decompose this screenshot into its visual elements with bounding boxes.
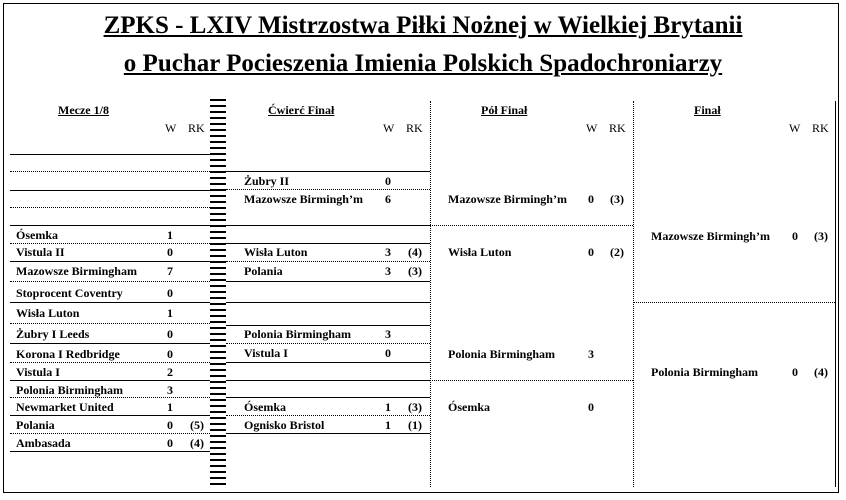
column-divider [430,101,431,487]
sf-team: Mazowsze Birmingh’m [448,192,567,206]
qf-score: 3 [385,327,391,341]
bracket-line [226,261,430,262]
r16-rk: (5) [190,418,204,432]
r16-rk-header: RK [188,121,205,135]
bracket-line [10,343,210,344]
sf-score: 0 [588,192,594,206]
sf-score: 0 [588,245,594,259]
final-team: Mazowsze Birmingh’m [651,229,770,243]
column-divider [633,101,634,487]
r16-team: Polania [16,418,55,432]
final-rk: (3) [814,229,828,243]
r16-team: Stoprocent Coventry [16,286,123,300]
bracket-line [226,171,430,172]
hatched-divider [210,99,226,488]
qf-w-header: W [383,121,395,135]
bracket-line [10,171,210,172]
r16-team: Wisła Luton [16,306,80,320]
r16-team: Korona I Redbridge [16,347,120,361]
r16-team: Polonia Birmingham [16,383,124,397]
qf-score: 3 [385,245,391,259]
qf-rk: (1) [408,418,422,432]
qf-team: Polania [244,264,283,278]
bracket-line [226,397,430,398]
page-title: ZPKS - LXIV Mistrzostwa Piłki Nożnej w Wielkiej Brytanii [103,12,743,39]
r16-score: 1 [167,400,173,414]
bracket-line [226,243,430,244]
final-w-header: W [789,121,801,135]
bracket-line [10,243,210,244]
qf-score: 1 [385,400,391,414]
bracket-line [430,380,633,381]
bracket-line [10,225,210,226]
bracket-line [10,281,210,282]
r16-score: 1 [167,306,173,320]
r16-score: 0 [167,436,173,450]
bracket-line [430,225,633,226]
bracket-line [226,433,430,434]
bracket-line [10,323,210,324]
r16-score: 0 [167,286,173,300]
qf-score: 0 [385,174,391,188]
qf-team: Mazowsze Birmingh’m [244,192,363,206]
r16-score: 0 [167,245,173,259]
bracket-line [226,302,430,303]
bracket-line [226,362,430,363]
r16-score: 0 [167,418,173,432]
bracket-line [10,433,210,434]
qf-rk: (3) [408,400,422,414]
qf-rk-header: RK [406,121,423,135]
qf-team: Wisła Luton [244,245,308,259]
bracket-line [10,154,210,155]
sf-w-header: W [586,121,598,135]
sf-score: 0 [588,400,594,414]
bracket-line [10,380,210,381]
bracket-line [10,302,210,303]
bracket-line [10,451,210,452]
bracket-line [226,325,430,326]
final-score: 0 [792,229,798,243]
r16-score: 1 [167,228,173,242]
r16-score: 2 [167,365,173,379]
qf-score: 3 [385,264,391,278]
qf-score: 6 [385,192,391,206]
r16-rk: (4) [190,436,204,450]
final-heading: Finał [694,103,721,117]
bracket-line [10,415,210,416]
bracket-line [633,302,835,303]
bracket-line [226,225,430,226]
sf-heading: Pół Finał [481,103,528,117]
r16-score: 3 [167,383,173,397]
sf-team: Polonia Birmingham [448,347,556,361]
qf-team: Polonia Birmingham [244,327,352,341]
final-team: Polonia Birmingham [651,365,759,379]
r16-score: 0 [167,327,173,341]
sf-rk: (2) [610,245,624,259]
qf-rk: (4) [408,245,422,259]
bracket-line [226,343,430,344]
final-score: 0 [792,365,798,379]
r16-w-header: W [165,121,177,135]
qf-team: Żubry II [244,174,290,188]
bracket-line [226,281,430,282]
sf-score: 3 [588,347,594,361]
r16-team: Vistula II [16,245,65,259]
bracket-line [226,380,430,381]
bracket-line [10,190,210,191]
r16-score: 0 [167,347,173,361]
sf-rk: (3) [610,192,624,206]
qf-team: Vistula I [244,346,288,360]
qf-score: 0 [385,346,391,360]
qf-team: Ósemka [244,400,286,414]
qf-rk: (3) [408,264,422,278]
qf-score: 1 [385,418,391,432]
r16-score: 7 [167,264,173,278]
bracket-line [10,207,210,208]
r16-team: Żubry I Leeds [16,327,90,341]
qf-heading: Ćwierć Finał [268,103,335,117]
r16-team: Ambasada [16,436,71,450]
bracket-line [226,415,430,416]
sf-team: Wisła Luton [448,245,512,259]
column-divider [835,101,836,487]
bracket-line [10,397,210,398]
sf-team: Ósemka [448,400,490,414]
final-rk: (4) [814,365,828,379]
r16-team: Mazowsze Birmingham [16,264,137,278]
final-rk-header: RK [812,121,829,135]
r16-team: Ósemka [16,228,58,242]
bracket-line [10,362,210,363]
r16-heading: Mecze 1/8 [58,103,109,117]
bracket-line [10,261,210,262]
sf-rk-header: RK [609,121,626,135]
page-subtitle: o Puchar Pocieszenia Imienia Polskich Spadochroniarzy [123,50,723,77]
bracket-line [226,189,430,190]
r16-team: Newmarket United [16,400,114,414]
r16-team: Vistula I [16,365,60,379]
qf-team: Ognisko Bristol [244,418,325,432]
